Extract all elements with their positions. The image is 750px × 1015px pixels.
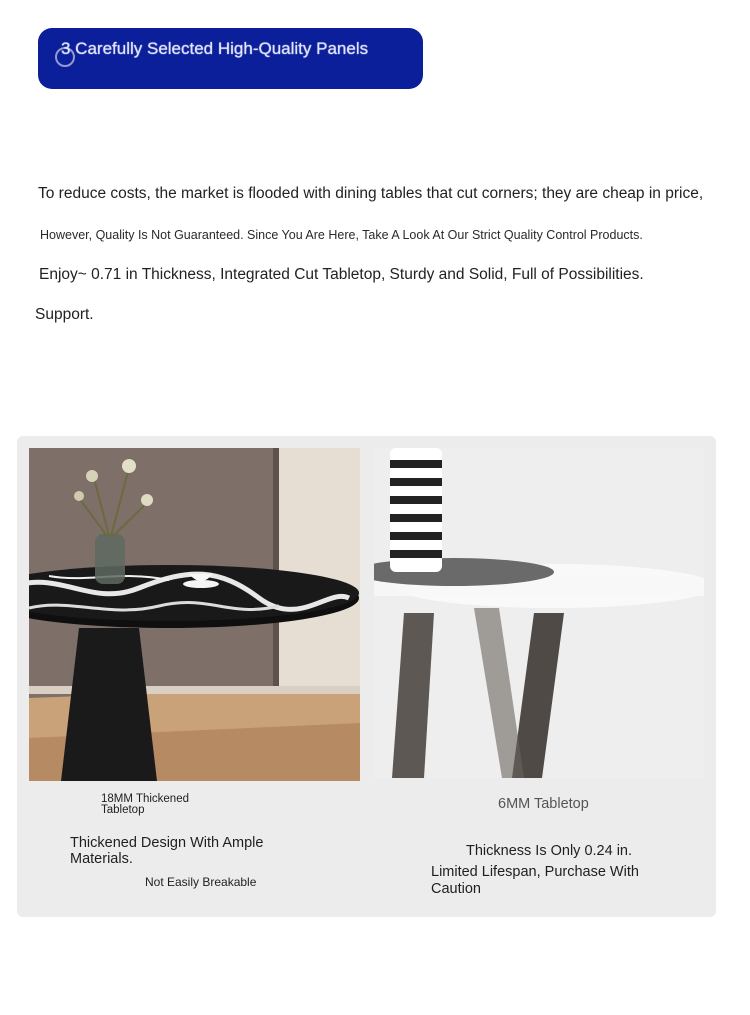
section-title: 3 Carefully Selected High-Quality Panels <box>61 39 369 58</box>
intro-paragraph-2: However, Quality Is Not Guaranteed. Since You Are Here, Take A Look At Our Strict Quality Control Products. <box>40 228 643 242</box>
intro-paragraph-4: Support. <box>35 306 94 323</box>
left-option-description: Thickened Design With Ample Materials. <box>70 835 264 867</box>
right-option-description: Thickness Is Only 0.24 in. <box>466 843 633 859</box>
comparison-panel <box>17 436 716 917</box>
section-title-badge <box>38 28 423 89</box>
left-option-subtext: Not Easily Breakable <box>145 875 257 889</box>
intro-paragraph-1: To reduce costs, the market is flooded with dining tables that cut corners; they are cheap in price, <box>38 185 704 202</box>
thin-tabletop-photo <box>374 448 704 778</box>
thick-marble-table-photo <box>29 448 360 781</box>
left-option-title: 18MM Thickened Tabletop <box>101 793 189 816</box>
intro-paragraph-3: Enjoy~ 0.71 in Thickness, Integrated Cut Tabletop, Sturdy and Solid, Full of Possibilities. <box>39 266 644 283</box>
right-option-subtext: Limited Lifespan, Purchase With Caution <box>431 864 639 897</box>
right-option-title: 6MM Tabletop <box>498 796 589 812</box>
